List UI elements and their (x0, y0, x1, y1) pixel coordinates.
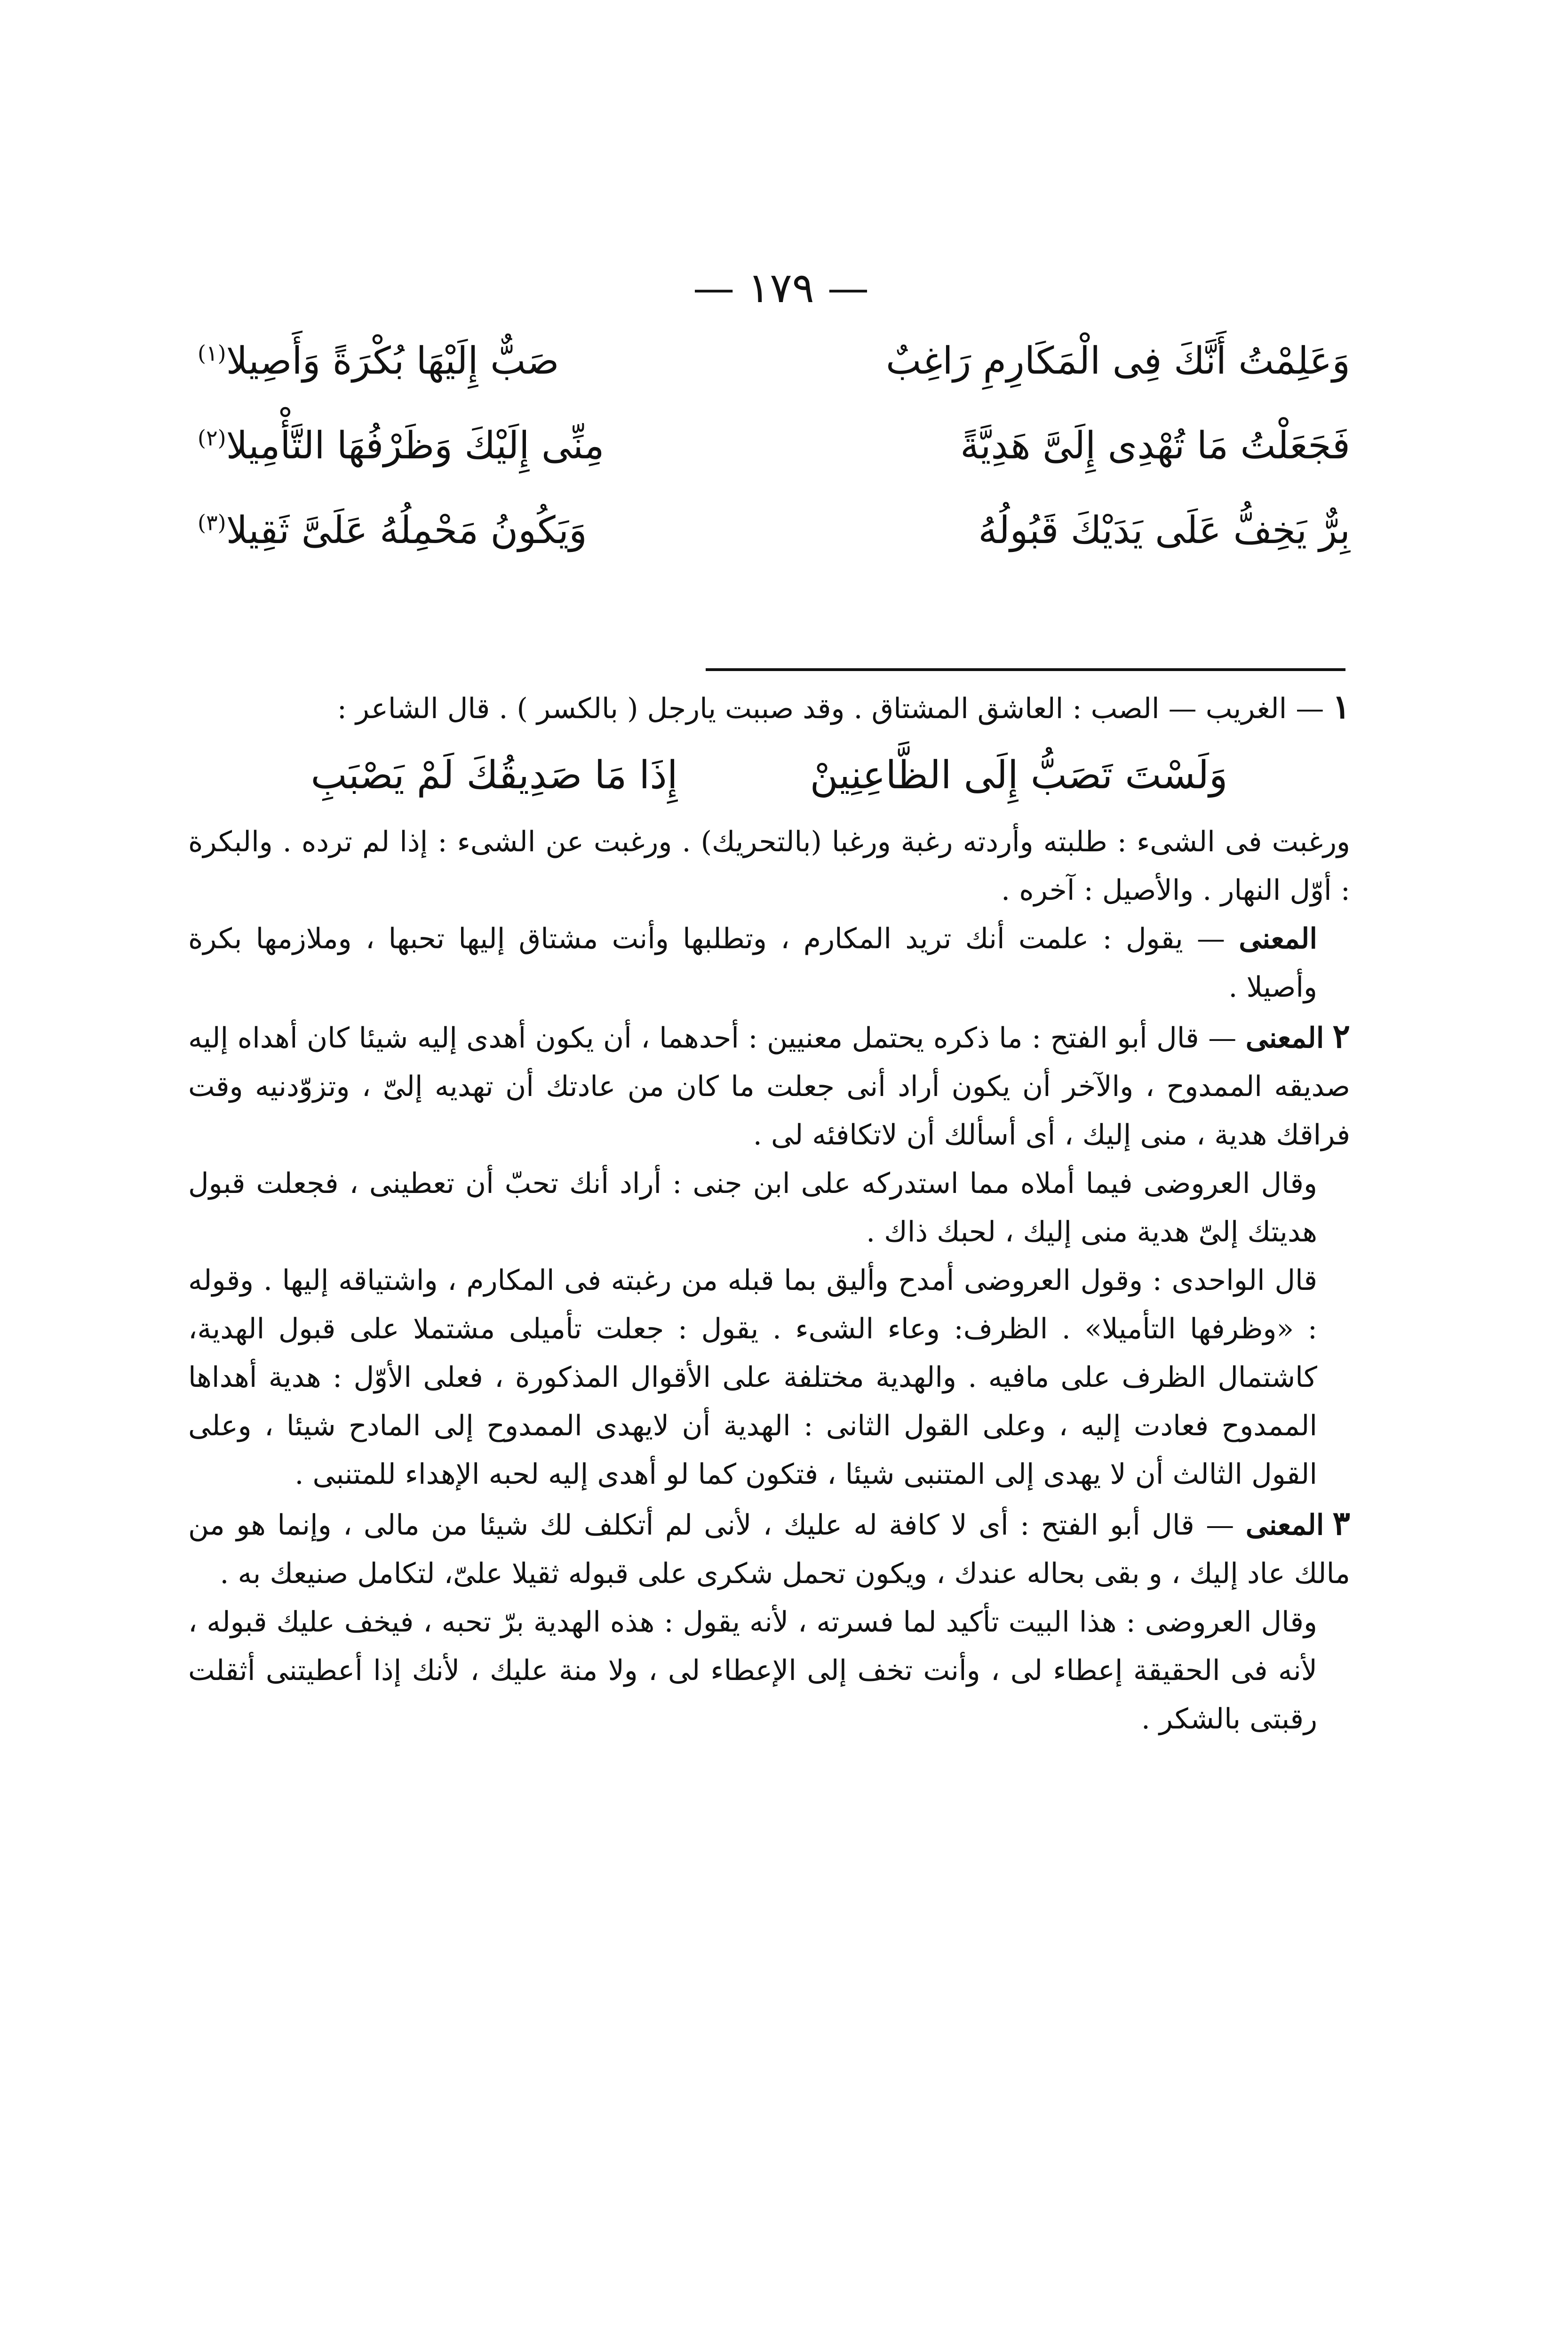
verse-first-hemistich: وَعَلِمْتُ أَنَّكَ فِى الْمَكَارِمِ رَاغِبٌ (885, 339, 1350, 383)
verse-first-hemistich: بِرٌّ يَخِفُّ عَلَى يَدَيْكَ قَبُولُهُ (978, 508, 1350, 552)
footnote-number: ٣ (1332, 1504, 1350, 1543)
footnote-1-intro (188, 682, 1350, 733)
footnote-text: — قال أبو الفتح : أى لا كافة له عليك ، لأنى لم أتكلف لك شيئا من مالى ، وإنما هو من مالك عاد إليك ، و بقى بحاله عندك ، ويكون تحمل شكرى على قبوله ثقيلا علىّ، لتكامل صنيعك به . (188, 1509, 1350, 1590)
quoted-verse-first: وَلَسْتَ تَصَبُّ إِلَى الظَّاعِنِينْ (810, 753, 1228, 798)
footnote-text: — قال أبو الفتح : ما ذكره يحتمل معنيين : أحدهما ، أن يكون أهدى إليه شيئا كان أهداه إليه صديقه الممدوح ، والآخر أن يكون أراد أنى جعلت ما كان من عادتك أن تهديه إلىّ ، وتزوّدنيه وقت فراقك هدية ، منى إليك ، أى أسألك أن لاتكافئه لى . (188, 1022, 1350, 1152)
footnote-2-arudi: وقال العروضى فيما أملاه مما استدركه على ابن جنى : أراد أنك تحبّ أن تعطينى ، فجعلت قبول هديتك إلىّ هدية منى إليك ، لحبك ذاك . (188, 1167, 1317, 1248)
meaning-label: المعنى (1245, 1509, 1324, 1542)
verse-second-text: مِنِّى إِلَيْكَ وَظَرْفُهَا التَّأْمِيلا (226, 424, 605, 467)
footnote-text: — الغريب — الصب : العاشق المشتاق . وقد صببت يارجل ( بالكسر ) . قال الشاعر : (337, 692, 1324, 725)
footnotes (188, 682, 1350, 1744)
verse-line (198, 424, 1350, 508)
verse-line (198, 339, 1350, 424)
footnote-1-meaning (188, 915, 1350, 1012)
footnote-reference: (١) (198, 340, 226, 366)
footnote-reference: (٣) (198, 510, 226, 536)
quoted-verse-second: إِذَا مَا صَدِيقُكَ لَمْ يَصْبَبِ (310, 753, 678, 798)
verse-second-hemistich (198, 508, 753, 552)
verse-first-hemistich: فَجَعَلْتُ مَا تُهْدِى إِلَىَّ هَدِيَّةً (960, 424, 1350, 467)
footnote-2-meaning (188, 1012, 1350, 1160)
footnote-1-text: ورغبت فى الشىء : طلبته وأردته رغبة ورغبا (بالتحريك) . ورغبت عن الشىء : إذا لم ترده . والبكرة : أوّل النهار . والأصيل : آخره . (188, 825, 1350, 907)
footnote-number: ٢ (1332, 1016, 1350, 1056)
meaning-label: المعنى (1245, 1022, 1324, 1055)
footnote-text: — يقول : علمت أنك تريد المكارم ، وتطلبها وأنت مشتاق إليها تحبها ، وملازمها بكرة وأصيلا . (188, 922, 1317, 1004)
poem-verses (198, 339, 1350, 593)
footnote-number: ١ (1332, 687, 1350, 726)
verse-second-hemistich (198, 339, 753, 383)
verse-second-hemistich (198, 424, 753, 467)
footnote-3-meaning (188, 1499, 1350, 1598)
footnote-reference: (٢) (198, 425, 226, 451)
footnote-3-arudi: وقال العروضى : هذا البيت تأكيد لما فسرته ، لأنه يقول : هذه الهدية برّ تحبه ، فيخف عليك قبوله ، لأنه فى الحقيقة إعطاء لى ، وأنت تخف إلى الإعطاء لى ، ولا منة عليك ، لأنك إذا أعطيتنى أثقلت رقبتى بالشكر . (188, 1606, 1317, 1736)
verse-second-text: وَيَكُونُ مَحْمِلُهُ عَلَىَّ ثَقِيلا (226, 508, 587, 552)
meaning-label: المعنى (1239, 922, 1317, 955)
footnote-2-wahidi: قال الواحدى : وقول العروضى أمدح وأليق بما قبله من رغبته فى المكارم ، واشتياقه إليها . وقوله : «وظرفها التأميلا» . الظرف: وعاء الشىء . يقول : جعلت تأميلى مشتملا على قبول الهدية، كاشتمال الظرف على مافيه . والهدية مختلفة على الأقوال المذكورة ، فعلى الأوّل : هدية أهداها الممدوح فعادت إليه ، وعلى القول الثانى : الهدية أن لايهدى الممدوح إلى المادح شيئا ، وعلى القول الثالث أن لا يهدى إلى المتنبى شيئا ، فتكون كما لو أهدى إليه لحبه الإهداء للمتنبى . (188, 1264, 1317, 1491)
verse-line (198, 508, 1350, 593)
verse-second-text: صَبٌّ إِلَيْهَا بُكْرَةً وَأَصِيلا (226, 339, 559, 383)
quoted-verse (188, 733, 1350, 818)
footnote-separator (706, 668, 1345, 671)
page-number: — ١٧٩ — (693, 264, 869, 312)
